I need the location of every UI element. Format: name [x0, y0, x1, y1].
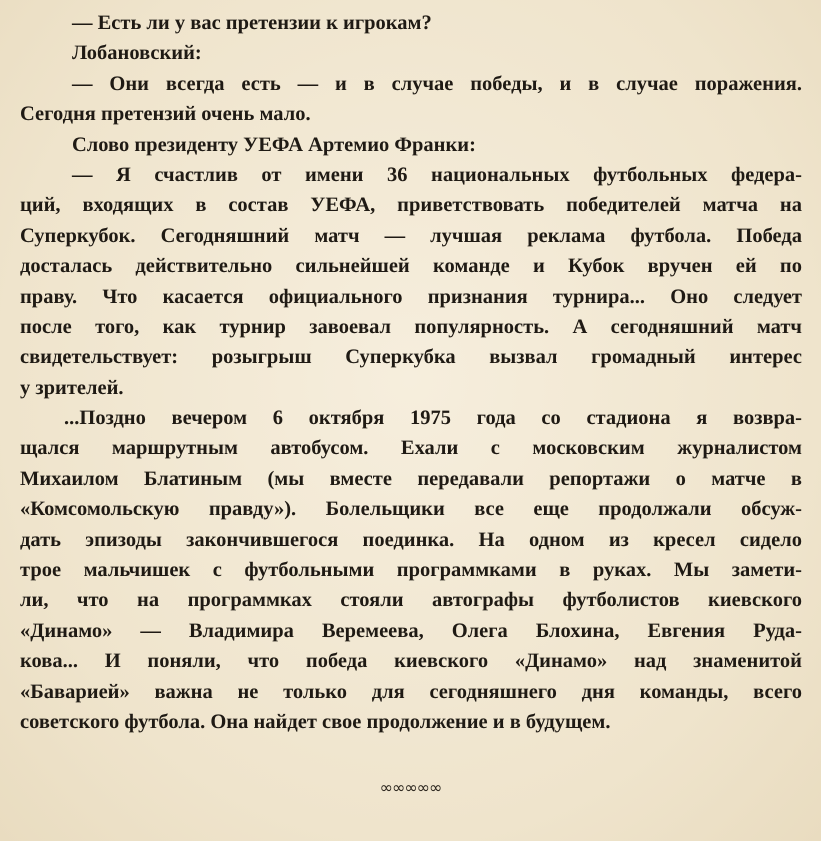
- text-line: ций, входящих в состав УЕФА, приветствовать победителей матча на: [20, 194, 802, 217]
- text-line: «Комсомольскую правду»). Болельщики все еще продолжали обсуж-: [20, 498, 802, 521]
- text-line: — Они всегда есть — и в случае победы, и в случае поражения.: [72, 72, 802, 95]
- text-line: ...Поздно вечером 6 октября 1975 года со стадиона я возвра-: [64, 407, 802, 430]
- text-line: — Есть ли у вас претензии к игрокам?: [72, 12, 432, 34]
- text-line: кова... И поняли, что победа киевского «Динамо» над знаменитой: [20, 650, 802, 673]
- page-text: [20, 8, 802, 737]
- decorative-ornament: ∞∞∞∞∞: [379, 778, 442, 797]
- text-line: свидетельствует: розыгрыш Суперкубка вызвал громадный интерес: [20, 346, 802, 369]
- text-line: праву. Что касается официального признания турнира... Оно следует: [20, 285, 802, 308]
- text-line: у зрителей.: [20, 376, 124, 399]
- text-line: досталась действительно сильнейшей команде и Кубок вручен ей по: [20, 255, 802, 278]
- text-line: дать эпизоды закончившегося поединка. На одном из кресел сидело: [20, 528, 802, 551]
- text-line: — Я счастлив от имени 36 национальных футбольных федера-: [72, 163, 802, 186]
- text-line: щался маршрутным автобусом. Ехали с московским журналистом: [20, 437, 802, 460]
- text-line: советского футбола. Она найдет свое продолжение и в будущем.: [20, 710, 611, 733]
- text-line: Лобановский:: [72, 42, 202, 65]
- text-line: «Динамо» — Владимира Веремеева, Олега Блохина, Евгения Руда-: [20, 619, 802, 642]
- text-line: Слово президенту УЕФА Артемио Франки:: [72, 133, 476, 156]
- text-line: Суперкубок. Сегодняшний матч — лучшая реклама футбола. Победа: [20, 224, 802, 247]
- text-line: ли, что на программках стояли автографы футболистов киевского: [20, 589, 802, 612]
- text-line: Михаилом Блатиным (мы вместе передавали репортажи о матче в: [20, 467, 802, 490]
- text-line: Сегодня претензий очень мало.: [20, 103, 311, 126]
- text-line: после того, как турнир завоевал популярность. А сегодняшний матч: [20, 315, 802, 338]
- text-line: трое мальчишек с футбольными программками в руках. Мы замети-: [20, 559, 802, 582]
- text-line: «Баварией» важна не только для сегодняшнего дня команды, всего: [20, 680, 802, 703]
